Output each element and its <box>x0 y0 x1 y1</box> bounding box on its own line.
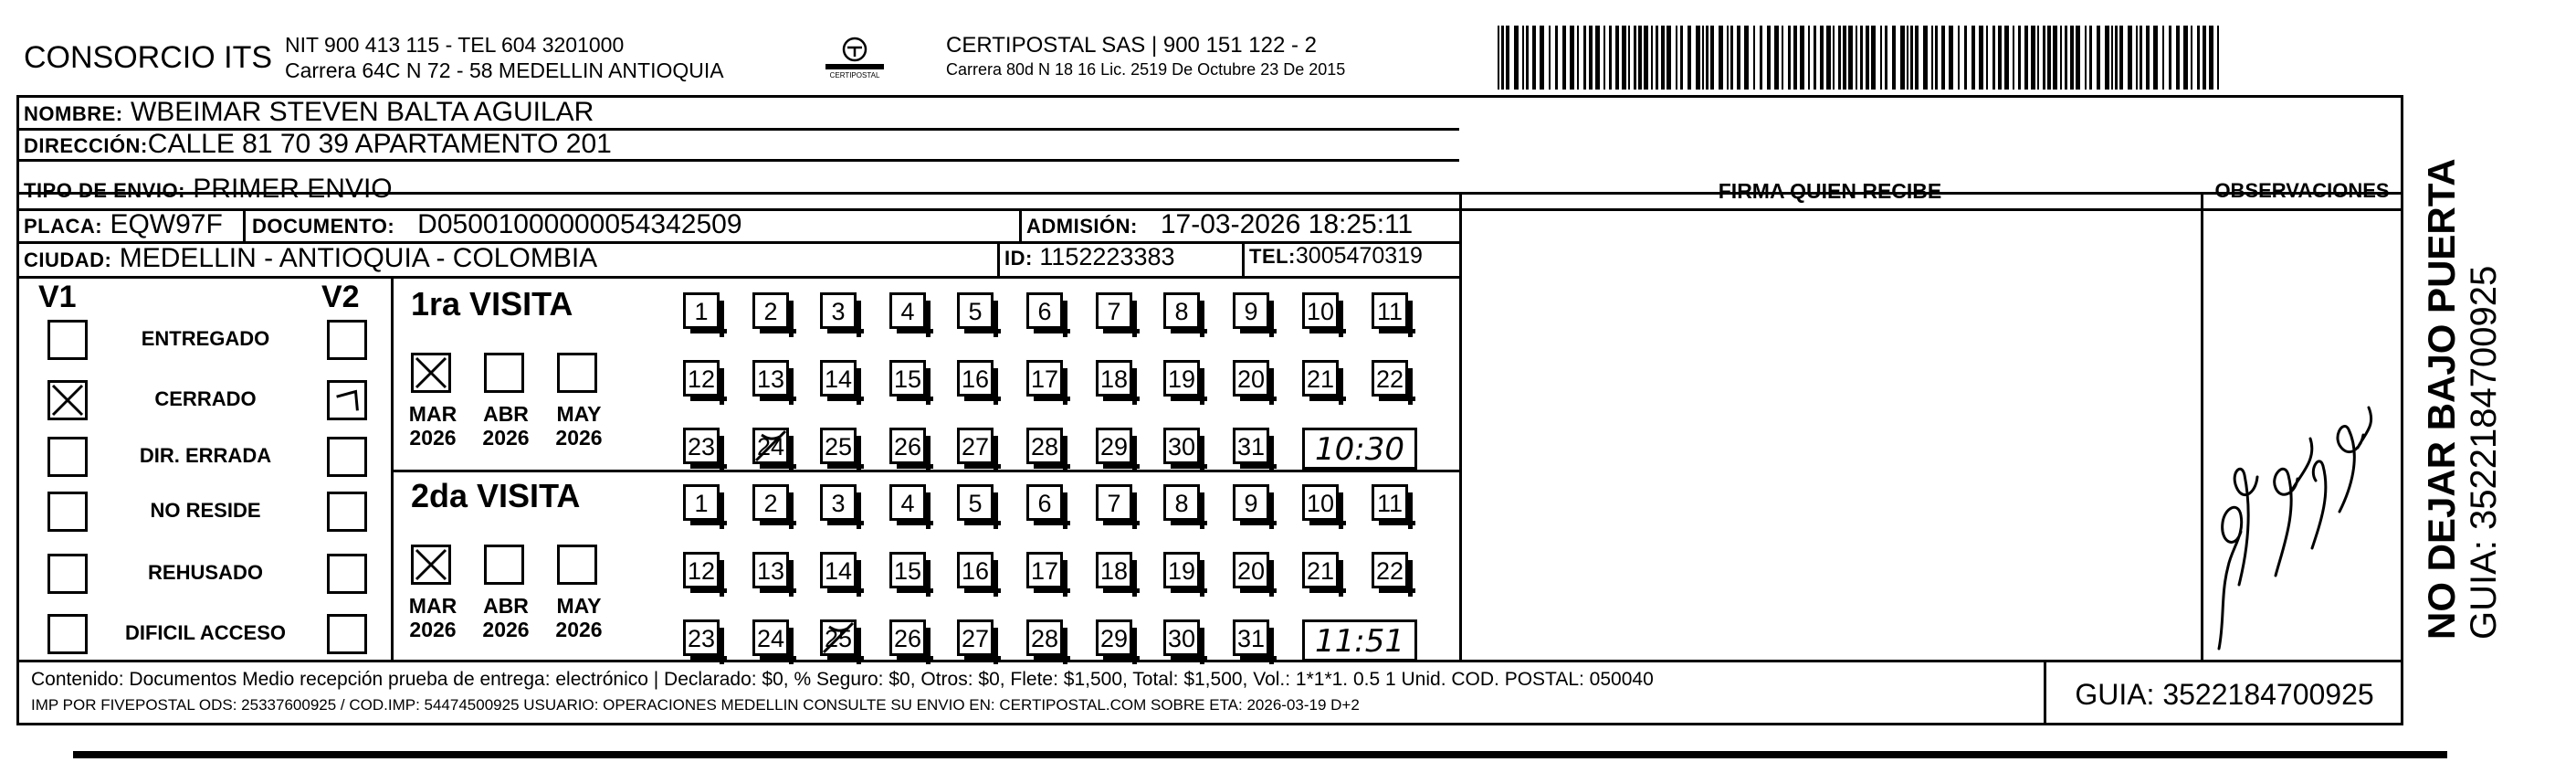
day-box[interactable]: 5 <box>957 292 994 329</box>
barcode-bar <box>2136 26 2138 90</box>
barcode-bar <box>1744 26 1749 90</box>
barcode-bar <box>2053 26 2057 90</box>
day-box[interactable]: 21 <box>1302 360 1339 397</box>
barcode-bar <box>1661 26 1665 90</box>
day-box[interactable]: 2 <box>752 484 789 521</box>
day-box[interactable]: 19 <box>1163 360 1200 397</box>
day-box[interactable]: 14 <box>820 552 857 588</box>
visit-time[interactable]: 11:51 <box>1302 619 1417 661</box>
barcode-bar <box>2191 26 2192 90</box>
barcode-bar <box>2115 26 2118 90</box>
barcode-bar <box>2162 26 2164 90</box>
day-box[interactable]: 15 <box>889 552 926 588</box>
day-box[interactable]: 1 <box>683 292 720 329</box>
barcode-bar <box>1958 26 1960 90</box>
barcode-bar <box>2128 26 2132 90</box>
month-label: MAY 2026 <box>555 594 603 642</box>
day-box[interactable]: 9 <box>1233 292 1269 329</box>
day-box[interactable]: 9 <box>1233 484 1269 521</box>
barcode-bar <box>1737 26 1740 90</box>
barcode-bar <box>2153 26 2158 90</box>
day-box[interactable]: 22 <box>1372 360 1408 397</box>
barcode-bar <box>1522 26 1524 90</box>
day-mark <box>752 428 789 464</box>
barcode-bar <box>1931 26 1933 90</box>
month-checkbox[interactable] <box>557 353 597 393</box>
day-box[interactable]: 18 <box>1096 360 1132 397</box>
day-box[interactable]: 13 <box>752 552 789 588</box>
barcode-bar <box>1949 26 1953 90</box>
status-label: NO RESIDE <box>150 499 261 522</box>
day-box[interactable]: 13 <box>752 360 789 397</box>
barcode-bar <box>2018 26 2021 90</box>
barcode-bar <box>1808 26 1810 90</box>
barcode-bar <box>1833 26 1835 90</box>
day-box[interactable]: 6 <box>1026 292 1063 329</box>
day-box[interactable]: 25 <box>820 428 857 464</box>
v1-checkbox[interactable] <box>47 614 88 654</box>
barcode-bar <box>1583 26 1586 90</box>
carrier-line1: CERTIPOSTAL SAS | 900 151 122 - 2 <box>946 33 1317 58</box>
barcode-bar <box>1871 26 1876 90</box>
v2-checkbox[interactable] <box>327 437 367 477</box>
barcode-bar <box>1710 26 1714 90</box>
day-box[interactable]: 27 <box>957 428 994 464</box>
barcode-bar <box>1549 26 1551 90</box>
v2-checkbox[interactable] <box>327 554 367 594</box>
month-label: MAY 2026 <box>555 402 603 450</box>
barcode-bar <box>1603 26 1605 90</box>
barcode-bar <box>1814 26 1816 90</box>
status-label: REHUSADO <box>148 561 263 584</box>
day-box[interactable]: 23 <box>683 619 720 656</box>
type-row: TIPO DE ENVIO: PRIMER ENVIO <box>24 174 393 204</box>
v1-checkbox[interactable] <box>47 492 88 532</box>
footer-content: Contenido: Documentos Medio recepción prueba de entrega: electrónico | Declarado: $0, % Seguro: $0, Otros: $0, Flete: $1,500, Total: $1,500, Vol.: 1*1*1. 0.5 1 Unid. COD. POSTAL: 050040 <box>31 669 1654 690</box>
admission-row: ADMISIÓN: 17-03-2026 18:25:11 <box>1026 209 1414 239</box>
barcode-bar <box>2065 26 2067 90</box>
status-label: ENTREGADO <box>141 327 270 350</box>
barcode-bar <box>1915 26 1919 90</box>
barcode-bar <box>1638 26 1642 90</box>
barcode-bar <box>1793 26 1797 90</box>
barcode-bar <box>1910 26 1913 90</box>
day-box[interactable]: 27 <box>957 619 994 656</box>
barcode-bar <box>1719 26 1723 90</box>
day-box[interactable]: 4 <box>889 484 926 521</box>
v2-checkbox[interactable] <box>327 320 367 360</box>
barcode-bar <box>1992 26 1995 90</box>
barcode-bar <box>2085 26 2087 90</box>
barcode-bar <box>2209 26 2213 90</box>
v2-checkbox[interactable] <box>327 380 367 420</box>
barcode-bar <box>1688 26 1691 90</box>
barcode-bar <box>1892 26 1896 90</box>
recipient-address: CALLE 81 70 39 APARTAMENTO 201 <box>147 129 612 159</box>
recipient-id: 1152223383 <box>1039 243 1175 270</box>
document-number: D05001000000054342509 <box>417 209 742 239</box>
day-box[interactable]: 20 <box>1233 552 1269 588</box>
barcode-bar <box>2004 26 2009 90</box>
barcode-bar <box>2043 26 2045 90</box>
day-box[interactable]: 25 <box>820 619 857 656</box>
day-box[interactable]: 1 <box>683 484 720 521</box>
month-label: ABR 2026 <box>482 402 530 450</box>
day-box[interactable]: 17 <box>1026 552 1063 588</box>
barcode-bar <box>2217 26 2219 90</box>
admission-date: 17-03-2026 18:25:11 <box>1160 209 1414 239</box>
barcode <box>1498 26 2228 90</box>
barcode-bar <box>1820 26 1824 90</box>
barcode-bar <box>1730 26 1733 90</box>
footer-guia: GUIA: 3522184700925 <box>2075 678 2374 711</box>
recipient-tel: 3005470319 <box>1295 243 1423 269</box>
day-box[interactable]: 23 <box>683 428 720 464</box>
day-box[interactable]: 20 <box>1233 360 1269 397</box>
month-checkbox[interactable] <box>484 545 524 585</box>
barcode-bar <box>2013 26 2014 90</box>
barcode-bar <box>1514 26 1519 90</box>
barcode-bar <box>1562 26 1566 90</box>
day-box[interactable]: 24 <box>752 619 789 656</box>
day-box[interactable]: 3 <box>820 484 857 521</box>
city-row: CIUDAD: MEDELLIN - ANTIOQUIA - COLOMBIA <box>24 243 598 273</box>
barcode-bar <box>1651 26 1653 90</box>
barcode-bar <box>1656 26 1658 90</box>
bottom-edge <box>73 751 2447 758</box>
day-box[interactable]: 15 <box>889 360 926 397</box>
side-guia: GUIA: 3522184700925 <box>2464 265 2504 640</box>
barcode-bar <box>2089 26 2092 90</box>
month-checkbox[interactable] <box>557 545 597 585</box>
barcode-bar <box>1774 26 1779 90</box>
day-box[interactable]: 2 <box>752 292 789 329</box>
signature-header: FIRMA QUIEN RECIBE <box>1718 179 1942 203</box>
company-name: CONSORCIO ITS <box>24 40 273 75</box>
id-row: ID: 1152223383 <box>1004 243 1175 270</box>
barcode-bar <box>2111 26 2113 90</box>
day-box[interactable]: 30 <box>1163 428 1200 464</box>
status-label: DIFICIL ACCESO <box>124 621 286 644</box>
side-text <box>2420 91 2505 640</box>
barcode-bar <box>2031 26 2035 90</box>
day-box[interactable]: 12 <box>683 360 720 397</box>
barcode-bar <box>2203 26 2206 90</box>
month-label: MAR 2026 <box>408 594 457 642</box>
barcode-bar <box>1923 26 1928 90</box>
day-box[interactable]: 6 <box>1026 484 1063 521</box>
visit-time[interactable]: 10:30 <box>1302 428 1417 470</box>
barcode-bar <box>1998 26 2002 90</box>
barcode-bar <box>1644 26 1648 90</box>
day-box[interactable]: 24 <box>752 428 789 464</box>
barcode-bar <box>1907 26 1908 90</box>
barcode-bar <box>2183 26 2188 90</box>
barcode-bar <box>1634 26 1636 90</box>
barcode-bar <box>2047 26 2051 90</box>
footer-imp: IMP POR FIVEPOSTAL ODS: 25337600925 / COD.IMP: 54474500925 USUARIO: OPERACIONES MEDELLIN CONSULTE SU ENVIO EN: CERTIPOSTAL.COM SOBRE ETA: 2026-03-19 D+2 <box>31 696 1360 714</box>
month-checkbox[interactable] <box>411 353 451 393</box>
day-box[interactable]: 8 <box>1163 292 1200 329</box>
day-box[interactable]: 12 <box>683 552 720 588</box>
v1-checkbox[interactable] <box>47 380 88 420</box>
address-row: DIRECCIÓN:CALLE 81 70 39 APARTAMENTO 201 <box>24 129 612 159</box>
visit-title: 2da VISITA <box>411 477 581 514</box>
company-line2: Carrera 64C N 72 - 58 MEDELLIN ANTIOQUIA <box>285 58 724 82</box>
barcode-bar <box>1856 26 1857 90</box>
day-box[interactable]: 16 <box>957 552 994 588</box>
barcode-bar <box>1680 26 1683 90</box>
barcode-bar <box>2197 26 2200 90</box>
day-box[interactable]: 7 <box>1096 484 1132 521</box>
day-box[interactable]: 11 <box>1372 484 1408 521</box>
day-box[interactable]: 7 <box>1096 292 1132 329</box>
barcode-bar <box>2076 26 2080 90</box>
day-box[interactable]: 10 <box>1302 292 1339 329</box>
barcode-bar <box>1941 26 1945 90</box>
day-box[interactable]: 18 <box>1096 552 1132 588</box>
barcode-bar <box>1706 26 1709 90</box>
carrier-line2: Carrera 80d N 18 16 Lic. 2519 De Octubre 23 De 2015 <box>946 60 1346 79</box>
barcode-bar <box>2169 26 2171 90</box>
month-checkbox[interactable] <box>484 353 524 393</box>
day-box[interactable]: 26 <box>889 428 926 464</box>
month-checkbox[interactable] <box>411 545 451 585</box>
barcode-bar <box>1767 26 1771 90</box>
day-box[interactable]: 10 <box>1302 484 1339 521</box>
barcode-bar <box>1595 26 1600 90</box>
barcode-bar <box>1727 26 1729 90</box>
day-box[interactable]: 19 <box>1163 552 1200 588</box>
barcode-bar <box>1979 26 1983 90</box>
v1-header: V1 <box>38 280 77 314</box>
barcode-bar <box>1848 26 1853 90</box>
barcode-bar <box>2097 26 2100 90</box>
day-box[interactable]: 31 <box>1233 619 1269 656</box>
barcode-bar <box>1577 26 1579 90</box>
barcode-bar <box>1866 26 1869 90</box>
day-box[interactable]: 31 <box>1233 428 1269 464</box>
barcode-bar <box>2146 26 2150 90</box>
status-label: CERRADO <box>154 387 257 410</box>
barcode-bar <box>2037 26 2039 90</box>
recipient-name: WBEIMAR STEVEN BALTA AGUILAR <box>130 97 594 127</box>
v2-header: V2 <box>321 280 360 314</box>
day-box[interactable]: 16 <box>957 360 994 397</box>
plate: EQW97F <box>110 209 223 239</box>
day-box[interactable]: 22 <box>1372 552 1408 588</box>
visit-title: 1ra VISITA <box>411 285 573 323</box>
barcode-bar <box>1986 26 1988 90</box>
day-box[interactable]: 28 <box>1026 428 1063 464</box>
barcode-bar <box>2119 26 2123 90</box>
plate-row: PLACA: EQW97F <box>24 209 223 239</box>
barcode-bar <box>1628 26 1630 90</box>
certipostal-logo: CERTIPOSTAL <box>818 35 891 80</box>
status-label: DIR. ERRADA <box>139 444 272 467</box>
shipment-type: PRIMER ENVIO <box>193 174 393 204</box>
barcode-bar <box>1760 26 1762 90</box>
barcode-bar <box>1826 26 1831 90</box>
day-box[interactable]: 11 <box>1372 292 1408 329</box>
barcode-bar <box>1532 26 1536 90</box>
day-box[interactable]: 14 <box>820 360 857 397</box>
barcode-bar <box>1702 26 1704 90</box>
day-box[interactable]: 29 <box>1096 619 1132 656</box>
barcode-bar <box>1615 26 1619 90</box>
barcode-bar <box>1526 26 1529 90</box>
barcode-bar <box>1964 26 1967 90</box>
month-label: MAR 2026 <box>408 402 457 450</box>
barcode-bar <box>1971 26 1975 90</box>
day-box[interactable]: 26 <box>889 619 926 656</box>
city: MEDELLIN - ANTIOQUIA - COLOMBIA <box>119 243 598 273</box>
barcode-bar <box>1880 26 1882 90</box>
barcode-bar <box>1622 26 1626 90</box>
day-box[interactable]: 17 <box>1026 360 1063 397</box>
day-box[interactable]: 3 <box>820 292 857 329</box>
observation-handwriting <box>2203 311 2403 658</box>
day-box[interactable]: 29 <box>1096 428 1132 464</box>
barcode-bar <box>2070 26 2074 90</box>
barcode-bar <box>2140 26 2142 90</box>
barcode-bar <box>1935 26 1938 90</box>
barcode-bar <box>1753 26 1755 90</box>
barcode-bar <box>2024 26 2028 90</box>
barcode-bar <box>2176 26 2180 90</box>
barcode-bar <box>1860 26 1863 90</box>
observations-header: OBSERVACIONES <box>2214 179 2390 202</box>
tel-row: TEL:3005470319 <box>1249 243 1423 269</box>
no-dejar-bajo-puerta: NO DEJAR BAJO PUERTA <box>2420 158 2463 640</box>
day-box[interactable]: 8 <box>1163 484 1200 521</box>
day-box[interactable]: 30 <box>1163 619 1200 656</box>
name-row: NOMBRE: WBEIMAR STEVEN BALTA AGUILAR <box>24 97 594 127</box>
day-box[interactable]: 5 <box>957 484 994 521</box>
barcode-bar <box>1838 26 1841 90</box>
barcode-bar <box>1843 26 1846 90</box>
barcode-bar <box>1540 26 1544 90</box>
barcode-bar <box>2060 26 2062 90</box>
barcode-bar <box>1498 26 1499 90</box>
barcode-bar <box>1501 26 1504 90</box>
barcode-bar <box>1676 26 1677 90</box>
day-box[interactable]: 4 <box>889 292 926 329</box>
barcode-bar <box>1900 26 1905 90</box>
barcode-bar <box>1788 26 1791 90</box>
v1-checkbox[interactable] <box>47 320 88 360</box>
barcode-bar <box>1885 26 1887 90</box>
document-row: DOCUMENTO: D05001000000054342509 <box>252 209 742 239</box>
v2-checkbox[interactable] <box>327 492 367 532</box>
company-line1: NIT 900 413 115 - TEL 604 3201000 <box>285 33 625 57</box>
barcode-bar <box>1800 26 1804 90</box>
month-label: ABR 2026 <box>482 594 530 642</box>
barcode-bar <box>1609 26 1612 90</box>
v2-checkbox[interactable] <box>327 614 367 654</box>
v1-checkbox[interactable] <box>47 554 88 594</box>
barcode-bar <box>1570 26 1574 90</box>
barcode-bar <box>1555 26 1558 90</box>
barcode-bar <box>1696 26 1700 90</box>
barcode-bar <box>1589 26 1593 90</box>
v1-checkbox[interactable] <box>47 437 88 477</box>
barcode-bar <box>1782 26 1783 90</box>
day-box[interactable]: 28 <box>1026 619 1063 656</box>
barcode-bar <box>1667 26 1671 90</box>
day-mark <box>820 619 857 656</box>
day-box[interactable]: 21 <box>1302 552 1339 588</box>
barcode-bar <box>1506 26 1509 90</box>
barcode-bar <box>2105 26 2109 90</box>
